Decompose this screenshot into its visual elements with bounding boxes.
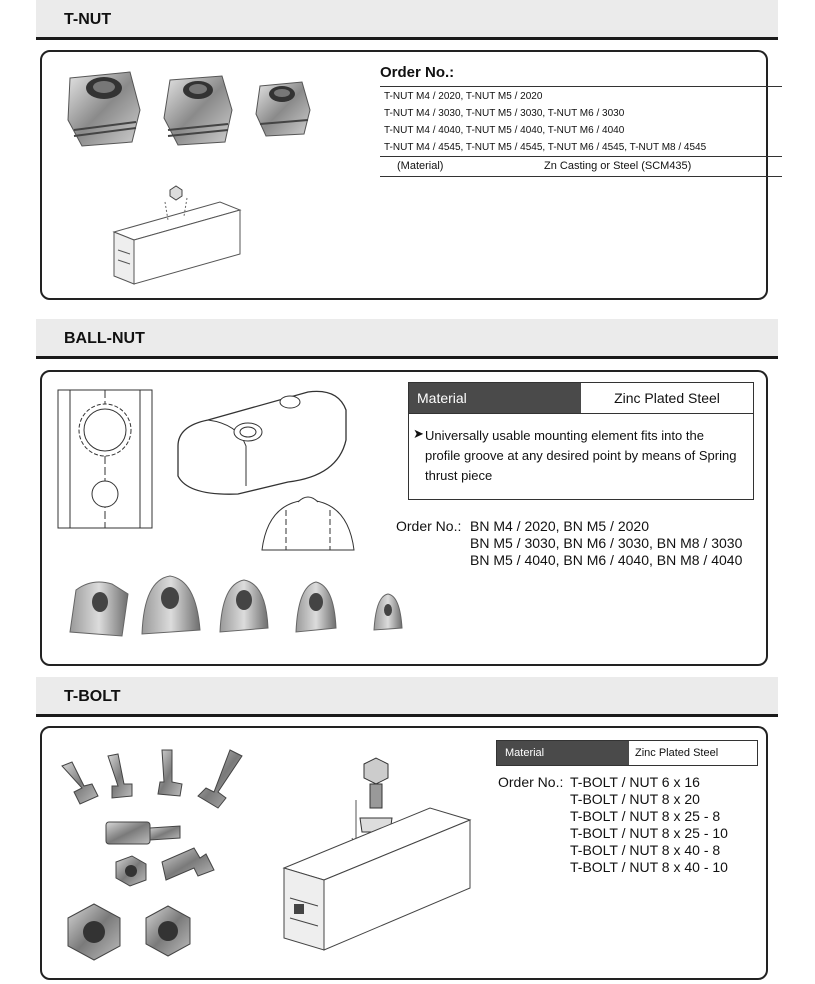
- tbolt-order-line: T-BOLT / NUT 8 x 25 - 8: [570, 808, 721, 824]
- tnut-photo-medium: [164, 76, 232, 145]
- tnut-photo-small: [256, 82, 310, 136]
- ballnut-description-line: thrust piece: [425, 468, 493, 483]
- ballnut-section-title: BALL-NUT: [64, 330, 145, 347]
- tnut-material-label: (Material): [397, 160, 444, 172]
- ballnut-description-box: [408, 414, 754, 500]
- tnut-order-title: Order No.:: [380, 64, 455, 81]
- tbolt-section-header: [36, 677, 778, 717]
- tbolt-panel: [40, 726, 768, 980]
- tbolt-order-label: Order No.:: [498, 774, 564, 790]
- tbolt-order-list: [570, 774, 728, 876]
- tbolt-order-line: T-BOLT / NUT 8 x 40 - 8: [570, 842, 721, 858]
- ballnut-description-line: Universally usable mounting element fits into the: [425, 428, 704, 443]
- bullet-arrow-icon: ➤: [413, 426, 424, 441]
- ballnut-side-view: [258, 492, 358, 556]
- tnut-order-line: T-NUT M4 / 2020, T-NUT M5 / 2020: [384, 91, 543, 102]
- ballnut-iso-view: [168, 386, 358, 496]
- tnut-order-line: T-NUT M4 / 3030, T-NUT M5 / 3030, T-NUT M6 / 3030: [384, 108, 625, 119]
- tnut-photos: [60, 60, 350, 150]
- tbolt-material-value: Zinc Plated Steel: [635, 747, 719, 759]
- ballnut-photos: [62, 570, 422, 642]
- ballnut-order-line: BN M5 / 3030, BN M6 / 3030, BN M8 / 3030: [470, 535, 743, 551]
- tbolt-material-table: [496, 740, 758, 766]
- tnut-material-value: Zn Casting or Steel (SCM435): [544, 160, 692, 172]
- ballnut-material-value: Zinc Plated Steel: [614, 390, 720, 406]
- tnut-order-line: T-NUT M4 / 4545, T-NUT M5 / 4545, T-NUT M6 / 4545, T-NUT M8 / 4545: [384, 142, 707, 153]
- ballnut-front-view: [56, 388, 156, 532]
- tbolt-order-line: T-BOLT / NUT 8 x 40 - 10: [570, 859, 728, 875]
- ballnut-description-line: profile groove at any desired point by means of Spring: [425, 448, 737, 463]
- ballnut-order-label: Order No.:: [396, 518, 462, 534]
- ballnut-order-line: BN M4 / 2020, BN M5 / 2020: [470, 518, 649, 534]
- tbolt-order-line: T-BOLT / NUT 8 x 25 - 10: [570, 825, 728, 841]
- tnut-order-list: [384, 88, 784, 156]
- tnut-section-title: T-NUT: [64, 11, 112, 28]
- ballnut-material-table: [408, 382, 754, 414]
- tbolt-material-label: Material: [497, 741, 629, 765]
- tnut-photo-large: [68, 72, 140, 146]
- tbolt-order-line: T-BOLT / NUT 6 x 16: [570, 774, 700, 790]
- tbolt-photos: [54, 742, 264, 972]
- tbolt-order-line: T-BOLT / NUT 8 x 20: [570, 791, 700, 807]
- ballnut-material-label: Material: [409, 383, 581, 413]
- ballnut-panel: [40, 370, 768, 666]
- tnut-section-header: [36, 0, 778, 40]
- ballnut-order-list: [470, 518, 742, 569]
- tbolt-assembly-drawing: [280, 748, 502, 954]
- tnut-profile-drawing: [110, 180, 260, 290]
- tbolt-section-title: T-BOLT: [64, 688, 121, 705]
- ballnut-order-line: BN M5 / 4040, BN M6 / 4040, BN M8 / 4040: [470, 552, 743, 568]
- ballnut-section-header: [36, 319, 778, 359]
- tnut-panel: [40, 50, 768, 300]
- tnut-order-line: T-NUT M4 / 4040, T-NUT M5 / 4040, T-NUT M6 / 4040: [384, 125, 625, 136]
